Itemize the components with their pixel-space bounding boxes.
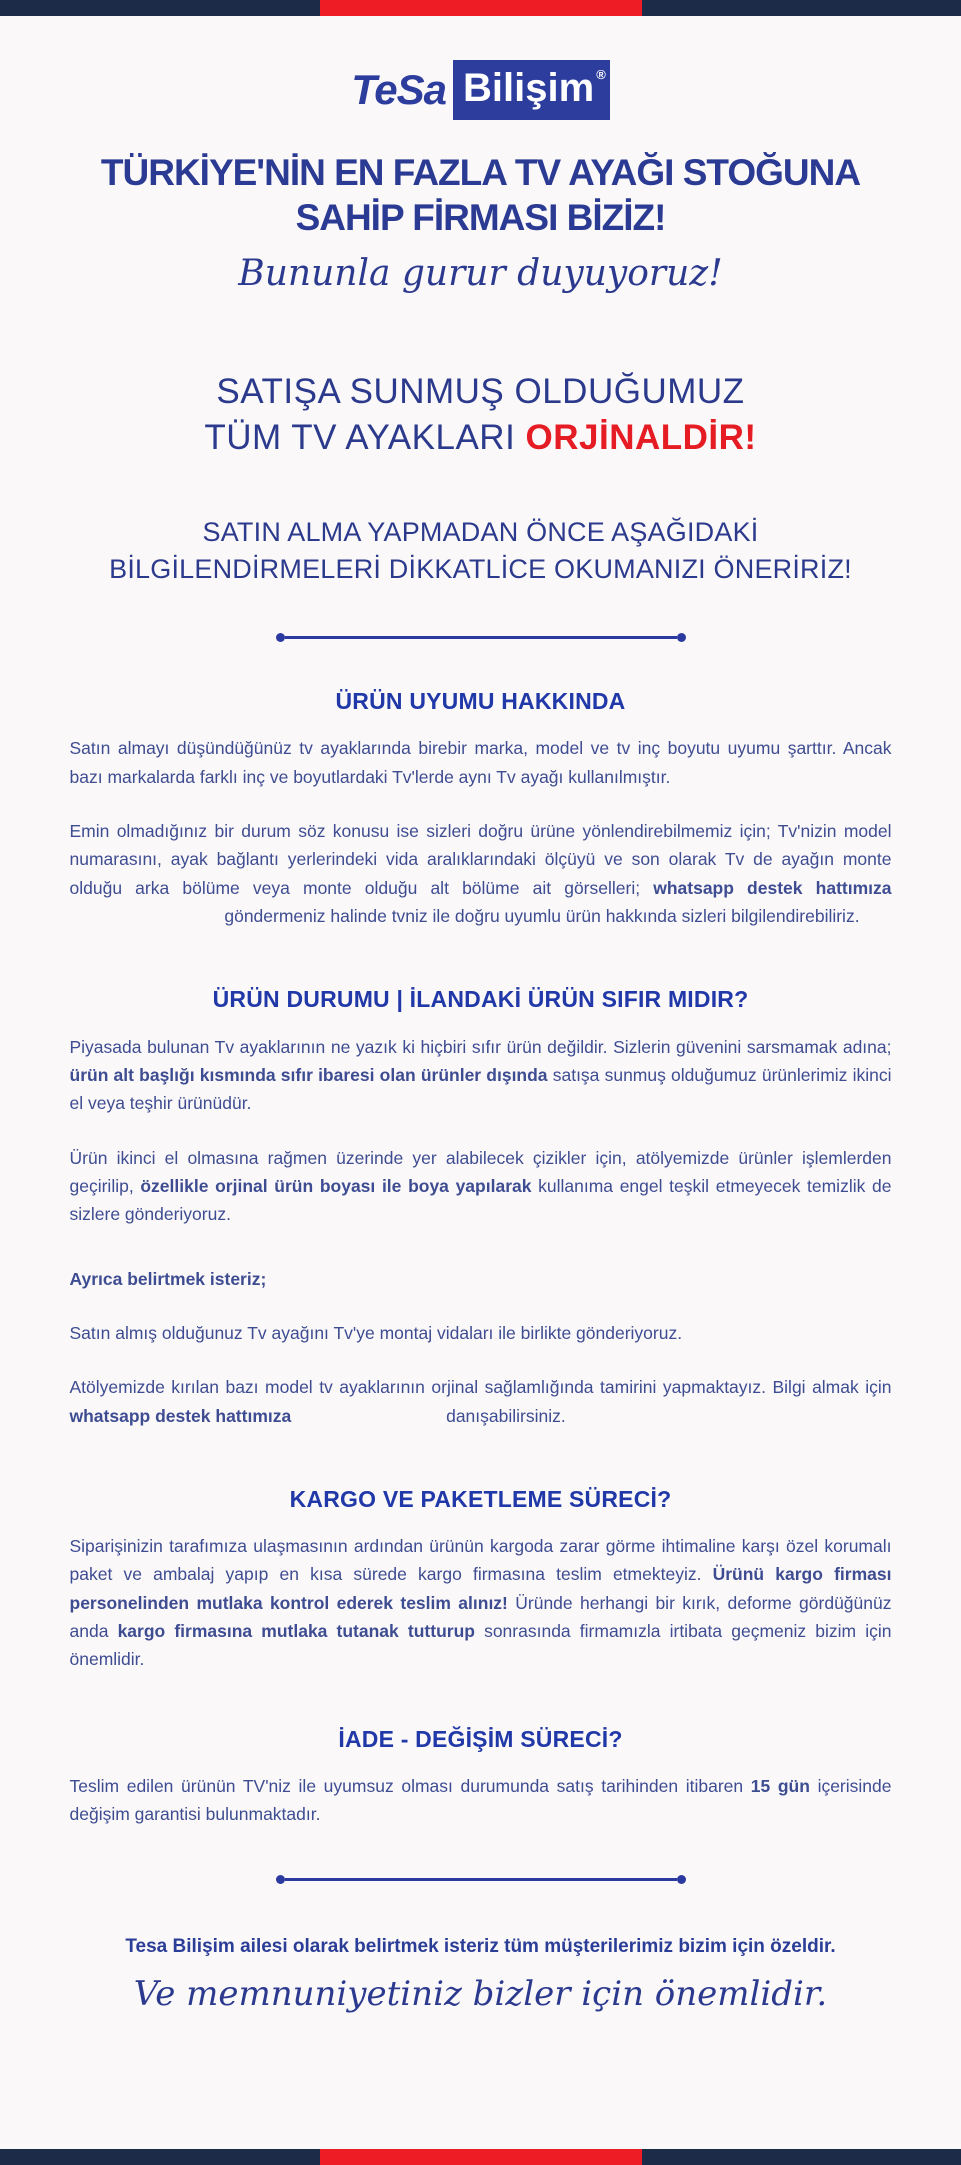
paragraph-text: Atölyemizde kırılan bazı model tv ayaklarının orjinal sağlamlığında tamirini yapmaktayız. Bilgi almak için bbox=[69, 1377, 892, 1398]
main-headline-line1: TÜRKİYE'NİN EN FAZLA TV AYAĞI STOĞUNA bbox=[100, 152, 861, 193]
offer-line1: SATIŞA SUNMUŞ OLDUĞUMUZ bbox=[216, 372, 745, 412]
paragraph-text: danışabilirsiniz. bbox=[441, 1405, 566, 1426]
paragraph bbox=[70, 1532, 892, 1674]
paragraph bbox=[70, 1319, 892, 1347]
logo-text-tesa: TeSa bbox=[351, 66, 447, 113]
paragraph-text: Üründe herhangi bir kırık, deforme gördüğünüz anda bbox=[69, 1592, 892, 1642]
notice-line1: SATIN ALMA YAPMADAN ÖNCE AŞAĞIDAKİ bbox=[202, 517, 759, 548]
section-heading-urun-uyumu: ÜRÜN UYUMU HAKKINDA bbox=[335, 688, 626, 715]
paragraph-text: göndermeniz halinde tvniz ile doğru uyumlu ürün hakkında sizleri bilgilendirebiliriz. bbox=[219, 906, 860, 927]
section-heading-iade: İADE - DEĞİŞİM SÜRECİ? bbox=[338, 1725, 623, 1752]
paragraph-text: sonrasında firmamızla irtibata geçmeniz bizim için önemlidir. bbox=[69, 1621, 892, 1670]
divider-dot-left bbox=[276, 633, 285, 642]
paragraph-text: Teslim edilen ürünün TV'niz ile uyumsuz olması durumunda satış tarihinden itibaren bbox=[69, 1775, 751, 1796]
top-border-bar bbox=[0, 0, 961, 16]
main-headline bbox=[10, 150, 951, 240]
section-heading-urun-durumu: ÜRÜN DURUMU | İLANDAKİ ÜRÜN SIFIR MIDIR? bbox=[212, 986, 749, 1013]
paragraph-text: Piyasada bulunan Tv ayaklarının ne yazık ki hiçbiri sıfır ürün değildir. Sizlerin güvenini sarsmamak adına; bbox=[69, 1036, 892, 1057]
section-urun-uyumu bbox=[70, 642, 892, 930]
section-divider-bottom bbox=[276, 1875, 686, 1884]
paragraph-text: Satın almış olduğunuz Tv ayağını Tv'ye montaj vidaları ile birlikte gönderiyoruz. bbox=[69, 1322, 683, 1343]
paragraph-note-heading bbox=[70, 1265, 892, 1293]
bold-emphasis: ürün alt başlığı kısmında sıfır ibaresi olan ürünler dışında bbox=[69, 1064, 548, 1085]
paragraph bbox=[70, 1373, 892, 1430]
bold-emphasis: kargo firmasına mutlaka tutanak tutturup bbox=[117, 1621, 475, 1642]
offer-line2 bbox=[0, 415, 961, 461]
whatsapp-support-mention: whatsapp destek hattımıza bbox=[69, 1405, 292, 1426]
paragraph-text: Ürün ikinci el olmasına rağmen üzerinde yer alabilecek çizikler için, atölyemizde ürünler işlemlerden geçirilip, bbox=[69, 1147, 892, 1196]
paragraph bbox=[70, 1772, 892, 1829]
paragraph-text: içerisinde değişim garantisi bulunmaktadır. bbox=[69, 1775, 892, 1825]
registered-trademark: ® bbox=[596, 67, 606, 82]
paragraph-text: Siparişinizin tarafımıza ulaşmasının ardından ürünün kargoda zarar görme ihtimaline karşı özel korumalı paket ve ambalaj yapıp en kısa sürede kargo firmasına teslim etmekteyiz. bbox=[69, 1536, 892, 1585]
bold-emphasis: özellikle orjinal ürün boyası ile boya yapılarak bbox=[140, 1175, 532, 1196]
paragraph-text: kullanıma engel teşkil etmeyecek temizlik de sizlere gönderiyoruz. bbox=[69, 1175, 892, 1225]
divider-dot-right bbox=[677, 633, 686, 642]
offer-line2-prefix: TÜM TV AYAKLARI bbox=[204, 417, 526, 457]
section-urun-durumu bbox=[70, 930, 892, 1430]
bottom-border-bar bbox=[0, 2149, 961, 2165]
paragraph-text: satışa sunmuş olduğumuz ürünlerimiz ikinci el veya teşhir ürünüdür. bbox=[69, 1064, 892, 1114]
section-heading-kargo: KARGO VE PAKETLEME SÜRECİ? bbox=[289, 1485, 672, 1512]
pre-purchase-notice bbox=[0, 514, 961, 587]
divider-line bbox=[285, 1878, 677, 1881]
notice-line2: BİLGİLENDİRMELERİ DİKKATLİCE OKUMANIZI ÖNERİRİZ! bbox=[109, 553, 852, 584]
paragraph bbox=[70, 1033, 892, 1118]
paragraph-text: Satın almayı düşündüğünüz tv ayaklarında birebir marka, model ve tv inç boyutu uyumu şarttır. Ancak bazı markalarda farklı inç ve boyutlardaki Tv'lerde aynı Tv ayağı kullanılmıştır. bbox=[69, 738, 892, 787]
bottom-border-bar-accent bbox=[320, 2149, 642, 2165]
bold-emphasis: Ürünü kargo firması personelinden mutlaka kontrol ederek teslim alınız! bbox=[69, 1564, 892, 1613]
paragraph bbox=[70, 817, 892, 930]
paragraph-text: Emin olmadığınız bir durum söz konusu ise sizleri doğru ürüne yönlendirebilmemiz için; Tv'nizin model numarasını, ayak bağlantı yerlerindeki vida aralıklarındaki ölçüyü ve son olarak Tv de ayağın monte olduğu arka bölüme veya monte olduğu alt bölüme ait görselleri; bbox=[69, 821, 892, 898]
section-divider-top bbox=[276, 633, 686, 642]
main-headline-line2: SAHİP FİRMASI BİZİZ! bbox=[295, 197, 666, 239]
brand-logo bbox=[0, 60, 961, 120]
tagline-script: Bununla gurur duyuyoruz! bbox=[238, 253, 723, 295]
top-border-bar-accent bbox=[320, 0, 642, 16]
divider-line bbox=[285, 636, 677, 639]
offer-statement bbox=[0, 369, 961, 460]
divider-dot-left bbox=[276, 1875, 285, 1884]
offer-highlight-orjinaldir: ORJİNALDİR! bbox=[525, 417, 757, 457]
section-kargo bbox=[70, 1430, 892, 1674]
bold-emphasis-15-gun: 15 gün bbox=[750, 1775, 810, 1796]
whatsapp-support-mention: whatsapp destek hattımıza bbox=[653, 877, 892, 898]
logo-text-bilisim: Bilişim bbox=[463, 66, 595, 110]
paragraph bbox=[70, 734, 892, 791]
section-iade bbox=[70, 1674, 892, 1829]
paragraph bbox=[70, 1144, 892, 1229]
divider-dot-right bbox=[677, 1875, 686, 1884]
logo-box-bilisim bbox=[453, 60, 610, 120]
footer-script: Ve memnuniyetiniz bizler için önemlidir. bbox=[133, 1973, 828, 2014]
bold-note: Ayrıca belirtmek isteriz; bbox=[69, 1268, 267, 1289]
footer-statement: Tesa Bilişim ailesi olarak belirtmek isteriz tüm müşterilerimiz bizim için özeldir. bbox=[125, 1935, 836, 1957]
